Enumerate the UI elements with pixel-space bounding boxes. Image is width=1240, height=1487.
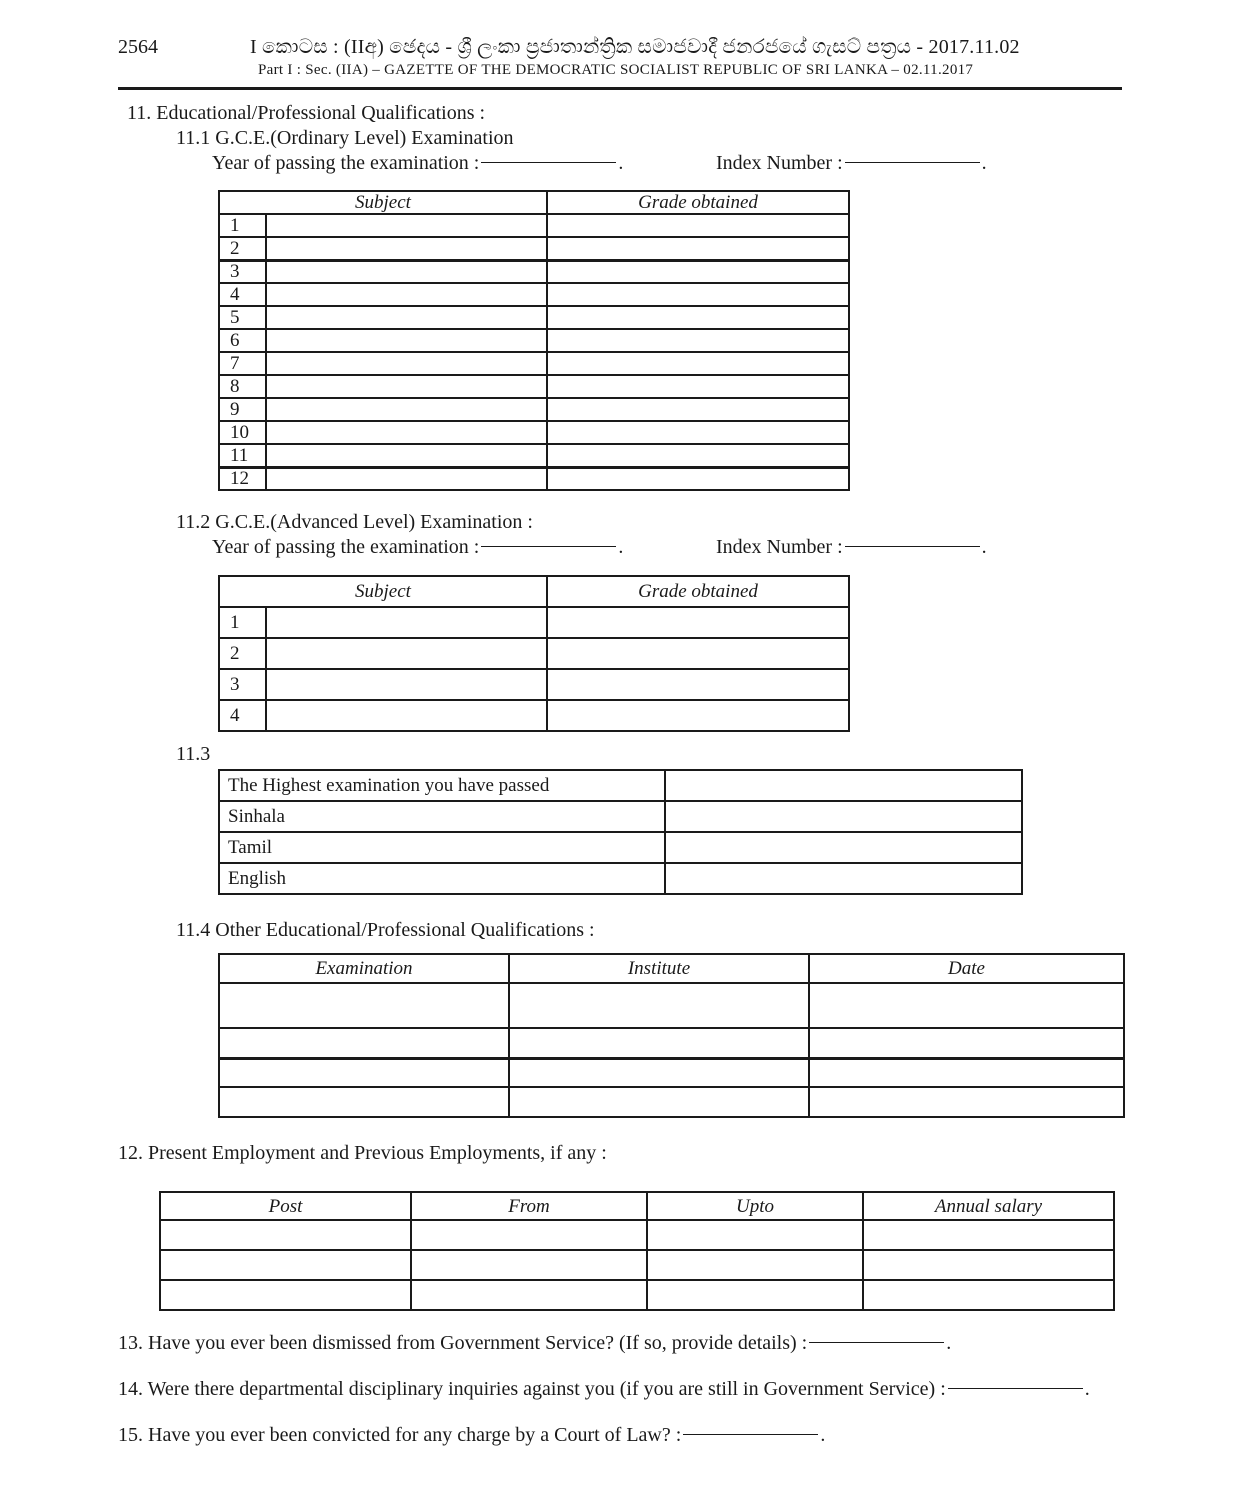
upto-cell[interactable] [647,1250,863,1280]
al-subject-header: Subject [219,576,547,607]
ol-row-number: 10 [219,421,266,444]
al-grade-header: Grade obtained [547,576,849,607]
ol-subject-cell[interactable] [266,467,547,490]
ol-grade-cell[interactable] [547,214,849,237]
ol-subject-cell[interactable] [266,375,547,398]
ol-row-number: 4 [219,283,266,306]
institute-cell[interactable] [509,1087,809,1117]
ol-row-number: 3 [219,260,266,283]
ol-grade-cell[interactable] [547,467,849,490]
question-13-text: 13. Have you ever been dismissed from Government Service? (If so, provide details) : [118,1332,808,1354]
al-grade-cell[interactable] [547,638,849,669]
ol-subject-cell[interactable] [266,237,547,260]
examination-cell[interactable] [219,983,509,1028]
question-14: 14. Were there departmental disciplinary inquiries against you (if you are still in Government Service) : . [118,1378,1090,1400]
al-subject-cell[interactable] [266,607,547,638]
english-label: English [219,863,665,894]
post-cell[interactable] [160,1250,411,1280]
ol-subject-cell[interactable] [266,283,547,306]
highest-exam-title: 11.3 [176,743,211,765]
question-14-field[interactable] [948,1388,1083,1389]
al-grade-cell[interactable] [547,700,849,731]
ol-row-number: 12 [219,467,266,490]
al-grade-cell[interactable] [547,669,849,700]
ol-subject-cell[interactable] [266,306,547,329]
ol-grade-header: Grade obtained [547,191,849,214]
examination-cell[interactable] [219,1087,509,1117]
al-index-label: Index Number : [716,536,843,558]
ol-grade-cell[interactable] [547,283,849,306]
post-header: Post [160,1192,411,1220]
ol-row-number: 1 [219,214,266,237]
ol-grade-cell[interactable] [547,444,849,467]
ol-subject-cell[interactable] [266,214,547,237]
ol-year-field[interactable] [481,162,616,163]
ol-grade-cell[interactable] [547,375,849,398]
question-15-field[interactable] [683,1434,818,1435]
ol-grade-cell[interactable] [547,352,849,375]
highest-exam-label: The Highest examination you have passed [219,770,665,801]
ol-row-number: 7 [219,352,266,375]
question-15: 15. Have you ever been convicted for any charge by a Court of Law? : . [118,1424,826,1446]
al-row-number: 4 [219,700,266,731]
examination-cell[interactable] [219,1028,509,1058]
other-qualifications-title: 11.4 Other Educational/Professional Qualifications : [176,919,595,941]
from-cell[interactable] [411,1250,647,1280]
from-cell[interactable] [411,1280,647,1310]
ol-grade-cell[interactable] [547,237,849,260]
ol-subject-cell[interactable] [266,444,547,467]
employment-table [159,1191,1115,1311]
header-rule [118,87,1122,90]
sinhala-label: Sinhala [219,801,665,832]
upto-header: Upto [647,1192,863,1220]
from-header: From [411,1192,647,1220]
annual-salary-header: Annual salary [863,1192,1114,1220]
date-cell[interactable] [809,983,1124,1028]
highest-exam-table [218,769,1023,895]
ol-row-number: 8 [219,375,266,398]
examination-header: Examination [219,954,509,983]
post-cell[interactable] [160,1280,411,1310]
ol-subject-cell[interactable] [266,421,547,444]
al-index-row: Index Number : . [716,536,987,558]
ol-row-number: 5 [219,306,266,329]
page-number: 2564 [118,36,158,58]
ol-results-table [218,190,850,491]
section-12-title: 12. Present Employment and Previous Employments, if any : [118,1142,607,1164]
al-results-table [218,575,850,732]
al-exam-title: 11.2 G.C.E.(Advanced Level) Examination : [176,511,533,533]
ol-grade-cell[interactable] [547,260,849,283]
ol-row-number: 2 [219,237,266,260]
tamil-value[interactable] [665,832,1022,863]
question-14-text: 14. Were there departmental disciplinary inquiries against you (if you are still in Government Service) : [118,1378,946,1400]
institute-cell[interactable] [509,983,809,1028]
ol-row-number: 9 [219,398,266,421]
examination-cell[interactable] [219,1058,509,1087]
sinhala-value[interactable] [665,801,1022,832]
ol-index-label: Index Number : [716,152,843,174]
al-subject-cell[interactable] [266,638,547,669]
salary-cell[interactable] [863,1280,1114,1310]
upto-cell[interactable] [647,1220,863,1250]
ol-index-row: Index Number : . [716,152,987,174]
question-13: 13. Have you ever been dismissed from Government Service? (If so, provide details) : . [118,1332,952,1354]
gazette-title-english: Part I : Sec. (IIA) – GAZETTE OF THE DEMOCRATIC SOCIALIST REPUBLIC OF SRI LANKA – 02.11.2017 [258,62,974,78]
date-cell[interactable] [809,1058,1124,1087]
date-cell[interactable] [809,1028,1124,1058]
ol-index-field[interactable] [845,162,980,163]
ol-grade-cell[interactable] [547,421,849,444]
other-qualifications-table [218,953,1125,1118]
ol-row-number: 11 [219,444,266,467]
ol-subject-cell[interactable] [266,352,547,375]
ol-grade-cell[interactable] [547,306,849,329]
date-cell[interactable] [809,1087,1124,1117]
highest-exam-value[interactable] [665,770,1022,801]
tamil-label: Tamil [219,832,665,863]
al-grade-cell[interactable] [547,607,849,638]
al-row-number: 1 [219,607,266,638]
ol-year-label: Year of passing the examination : [212,152,480,174]
salary-cell[interactable] [863,1220,1114,1250]
ol-exam-title: 11.1 G.C.E.(Ordinary Level) Examination [176,127,514,149]
from-cell[interactable] [411,1220,647,1250]
post-cell[interactable] [160,1220,411,1250]
date-header: Date [809,954,1124,983]
al-row-number: 2 [219,638,266,669]
ol-grade-cell[interactable] [547,329,849,352]
ol-subject-header: Subject [219,191,547,214]
english-value[interactable] [665,863,1022,894]
al-index-field[interactable] [845,546,980,547]
ol-year-row: Year of passing the examination : . [212,152,624,174]
ol-grade-cell[interactable] [547,398,849,421]
al-subject-cell[interactable] [266,700,547,731]
al-year-row: Year of passing the examination : . [212,536,624,558]
gazette-title-sinhala: I කොටස : (IIඅ) ඡෙදය - ශ්‍රී ලංකා ප්‍රජාතාන්ත්‍රික සමාජවාදී ජනරජයේ ගැසට් පත්‍රය - 2017.11.02 [250,36,1020,58]
al-row-number: 3 [219,669,266,700]
ol-subject-cell[interactable] [266,398,547,421]
al-year-label: Year of passing the examination : [212,536,480,558]
al-year-field[interactable] [481,546,616,547]
upto-cell[interactable] [647,1280,863,1310]
institute-header: Institute [509,954,809,983]
question-15-text: 15. Have you ever been convicted for any charge by a Court of Law? : [118,1424,682,1446]
institute-cell[interactable] [509,1058,809,1087]
question-13-field[interactable] [809,1342,944,1343]
institute-cell[interactable] [509,1028,809,1058]
ol-subject-cell[interactable] [266,329,547,352]
al-subject-cell[interactable] [266,669,547,700]
section-11-title: 11. Educational/Professional Qualifications : [127,102,486,124]
ol-subject-cell[interactable] [266,260,547,283]
salary-cell[interactable] [863,1250,1114,1280]
ol-row-number: 6 [219,329,266,352]
